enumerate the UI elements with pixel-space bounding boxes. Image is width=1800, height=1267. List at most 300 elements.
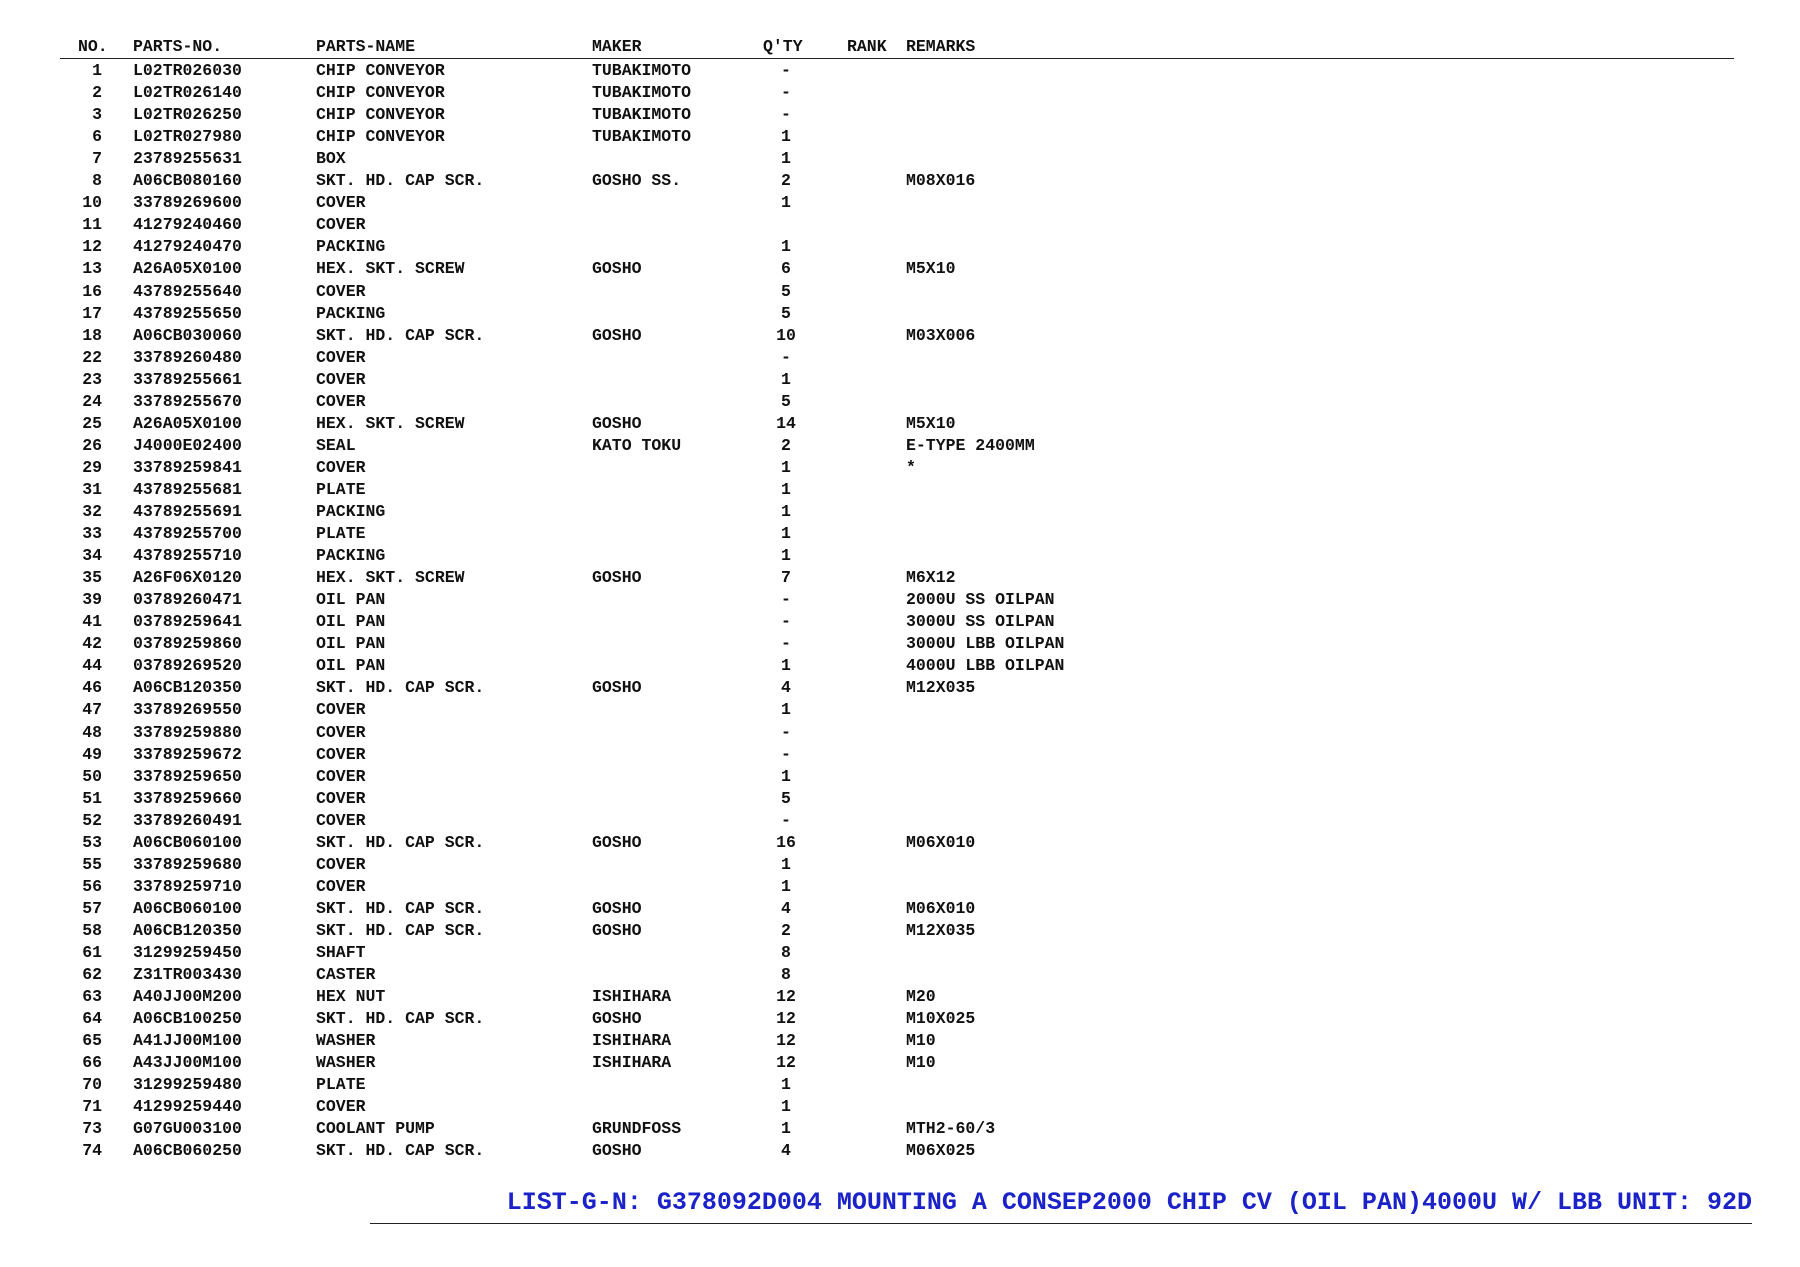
cell-maker: TUBAKIMOTO [592, 83, 692, 103]
cell-parts-name: SKT. HD. CAP SCR. [316, 898, 485, 918]
cell-parts-name: WASHER [316, 1031, 376, 1051]
cell-no: 35 [82, 568, 102, 588]
cell-qty: - [781, 722, 791, 742]
cell-parts-no: A06CB120350 [133, 920, 242, 940]
cell-qty: 16 [776, 832, 796, 852]
cell-parts-name: COVER [316, 854, 366, 874]
cell-parts-name: OIL PAN [316, 612, 386, 632]
cell-qty: 1 [781, 237, 791, 257]
cell-maker: GOSHO [592, 898, 642, 918]
cell-parts-name: PLATE [316, 479, 366, 499]
table-row [0, 126, 1800, 148]
cell-no: 22 [82, 347, 102, 367]
cell-no: 32 [82, 502, 102, 521]
table-row [0, 722, 1800, 744]
cell-parts-name: COVER [316, 215, 366, 235]
cell-maker: GOSHO [592, 920, 642, 940]
table-row [0, 1140, 1800, 1162]
cell-maker: GOSHO [592, 325, 642, 345]
cell-qty: - [781, 612, 791, 632]
table-row [0, 611, 1800, 633]
table-row [0, 810, 1800, 832]
table-row [0, 677, 1800, 699]
cell-parts-no: A06CB060250 [133, 1141, 242, 1161]
cell-maker: GOSHO [592, 568, 642, 588]
cell-parts-no: J4000E02400 [133, 435, 242, 455]
cell-no: 12 [82, 237, 102, 257]
cell-maker: TUBAKIMOTO [592, 61, 692, 80]
cell-parts-no: 41279240460 [133, 215, 242, 235]
cell-maker: TUBAKIMOTO [592, 105, 692, 125]
cell-parts-no: A41JJ00M100 [133, 1031, 242, 1051]
cell-parts-name: COVER [316, 788, 366, 808]
cell-parts-name: COVER [316, 1097, 366, 1117]
cell-no: 52 [82, 810, 102, 830]
cell-qty: 14 [776, 413, 796, 433]
cell-parts-name: HEX NUT [316, 987, 386, 1007]
cell-no: 44 [82, 656, 102, 676]
cell-qty: 1 [781, 546, 791, 566]
header-remarks: REMARKS [906, 37, 976, 56]
cell-qty: 2 [781, 435, 791, 455]
cell-no: 1 [92, 61, 102, 80]
cell-parts-name: COVER [316, 369, 366, 389]
cell-remarks: M20 [906, 987, 936, 1007]
cell-parts-name: COVER [316, 193, 366, 213]
cell-parts-no: A06CB060100 [133, 832, 242, 852]
cell-parts-name: COVER [316, 281, 366, 301]
cell-qty: 1 [781, 479, 791, 499]
cell-parts-name: SHAFT [316, 943, 366, 962]
cell-qty: 1 [781, 457, 791, 477]
cell-maker: ISHIHARA [592, 1031, 672, 1051]
cell-no: 51 [82, 788, 102, 808]
cell-parts-no: 33789259650 [133, 766, 242, 786]
table-row [0, 1118, 1800, 1140]
cell-parts-no: 03789259641 [133, 612, 242, 632]
cell-qty: 1 [781, 149, 791, 169]
cell-parts-name: COVER [316, 347, 366, 367]
cell-no: 73 [82, 1119, 102, 1139]
cell-qty: 1 [781, 369, 791, 389]
cell-qty: 1 [781, 766, 791, 786]
cell-qty: - [781, 347, 791, 367]
cell-parts-no: 43789255640 [133, 281, 242, 301]
cell-qty: 5 [781, 303, 791, 323]
table-row [0, 303, 1800, 325]
table-row [0, 281, 1800, 303]
cell-remarks: M06X025 [906, 1141, 976, 1161]
cell-parts-name: BOX [316, 149, 346, 169]
header-qty: Q'TY [763, 37, 803, 56]
table-row [0, 258, 1800, 280]
cell-remarks: M10X025 [906, 1009, 976, 1029]
cell-parts-name: SKT. HD. CAP SCR. [316, 1009, 485, 1029]
list-footer [370, 1188, 1752, 1224]
cell-qty: - [781, 590, 791, 610]
table-row [0, 876, 1800, 898]
cell-no: 61 [82, 943, 102, 962]
cell-maker: GOSHO [592, 413, 642, 433]
header-rank: RANK [847, 37, 887, 56]
cell-qty: 1 [781, 700, 791, 720]
cell-no: 25 [82, 413, 102, 433]
cell-parts-name: COVER [316, 876, 366, 896]
cell-qty: 1 [781, 1119, 791, 1139]
cell-parts-no: 33789255670 [133, 391, 242, 411]
cell-no: 53 [82, 832, 102, 852]
cell-parts-name: SKT. HD. CAP SCR. [316, 325, 485, 345]
cell-remarks: M10 [906, 1031, 936, 1051]
table-row [0, 192, 1800, 214]
cell-parts-no: 41299259440 [133, 1097, 242, 1117]
cell-no: 64 [82, 1009, 102, 1029]
header-parts-no: PARTS-NO. [133, 37, 223, 56]
list-footer-text: LIST-G-N: G378092D004 MOUNTING A CONSEP2000 CHIP CV (OIL PAN)4000U W/ LBB UNIT: 92D [506, 1188, 1752, 1217]
cell-parts-name: COVER [316, 744, 366, 764]
table-row [0, 1074, 1800, 1096]
cell-qty: - [781, 61, 791, 80]
table-row [0, 369, 1800, 391]
cell-remarks: 4000U LBB OILPAN [906, 656, 1065, 676]
cell-parts-name: OIL PAN [316, 590, 386, 610]
cell-parts-no: 33789259710 [133, 876, 242, 896]
cell-qty: 6 [781, 259, 791, 279]
cell-no: 48 [82, 722, 102, 742]
cell-parts-name: CASTER [316, 965, 376, 985]
cell-parts-name: CHIP CONVEYOR [316, 61, 445, 80]
cell-no: 18 [82, 325, 102, 345]
cell-qty: 12 [776, 1009, 796, 1029]
table-row [0, 501, 1800, 523]
table-row [0, 148, 1800, 170]
table-header-row [60, 36, 1734, 59]
cell-remarks: MTH2-60/3 [906, 1119, 996, 1139]
cell-parts-name: COVER [316, 722, 366, 742]
cell-parts-no: 33789260491 [133, 810, 242, 830]
cell-no: 26 [82, 435, 102, 455]
cell-parts-name: HEX. SKT. SCREW [316, 259, 465, 279]
cell-qty: 1 [781, 1075, 791, 1095]
cell-no: 70 [82, 1075, 102, 1095]
cell-no: 29 [82, 457, 102, 477]
cell-qty: 12 [776, 1053, 796, 1073]
table-row [0, 744, 1800, 766]
cell-parts-name: PACKING [316, 237, 386, 257]
cell-no: 55 [82, 854, 102, 874]
header-maker: MAKER [592, 37, 642, 56]
cell-qty: 5 [781, 788, 791, 808]
cell-qty: 5 [781, 281, 791, 301]
table-row [0, 523, 1800, 545]
cell-no: 62 [82, 965, 102, 985]
cell-parts-name: COOLANT PUMP [316, 1119, 435, 1139]
cell-parts-no: 23789255631 [133, 149, 242, 169]
cell-remarks: M10 [906, 1053, 936, 1073]
cell-qty: 2 [781, 920, 791, 940]
table-row [0, 479, 1800, 501]
cell-remarks: M5X10 [906, 259, 956, 279]
cell-parts-no: 43789255650 [133, 303, 242, 323]
cell-remarks: M08X016 [906, 171, 976, 191]
cell-parts-no: A26A05X0100 [133, 259, 242, 279]
cell-remarks: M06X010 [906, 832, 976, 852]
cell-qty: 12 [776, 1031, 796, 1051]
header-no: NO. [78, 37, 108, 56]
cell-qty: 1 [781, 502, 791, 521]
table-row [0, 82, 1800, 104]
table-row [0, 1052, 1800, 1074]
cell-parts-no: Z31TR003430 [133, 965, 242, 985]
cell-no: 11 [82, 215, 102, 235]
cell-no: 7 [92, 149, 102, 169]
cell-parts-no: L02TR026030 [133, 61, 242, 80]
table-row [0, 766, 1800, 788]
cell-parts-no: 33789260480 [133, 347, 242, 367]
cell-qty: 7 [781, 568, 791, 588]
cell-parts-no: A06CB060100 [133, 898, 242, 918]
cell-qty: 5 [781, 391, 791, 411]
cell-qty: 1 [781, 127, 791, 147]
table-row [0, 788, 1800, 810]
cell-maker: GOSHO [592, 678, 642, 698]
cell-parts-name: SKT. HD. CAP SCR. [316, 171, 485, 191]
table-row [0, 1096, 1800, 1118]
table-row [0, 589, 1800, 611]
cell-parts-no: 03789259860 [133, 634, 242, 654]
table-row [0, 236, 1800, 258]
cell-parts-name: SEAL [316, 435, 356, 455]
cell-parts-no: L02TR027980 [133, 127, 242, 147]
cell-no: 49 [82, 744, 102, 764]
cell-parts-name: HEX. SKT. SCREW [316, 568, 465, 588]
cell-maker: GOSHO SS. [592, 171, 682, 191]
cell-no: 10 [82, 193, 102, 213]
cell-remarks: M12X035 [906, 678, 976, 698]
table-row [0, 854, 1800, 876]
table-row [0, 60, 1800, 82]
cell-parts-name: COVER [316, 810, 366, 830]
cell-parts-no: 33789255661 [133, 369, 242, 389]
cell-remarks: M03X006 [906, 325, 976, 345]
cell-parts-name: WASHER [316, 1053, 376, 1073]
cell-parts-name: OIL PAN [316, 634, 386, 654]
cell-no: 33 [82, 524, 102, 544]
cell-qty: 4 [781, 1141, 791, 1161]
cell-remarks: 3000U SS OILPAN [906, 612, 1055, 632]
table-row [0, 545, 1800, 567]
cell-maker: TUBAKIMOTO [592, 127, 692, 147]
cell-no: 23 [82, 369, 102, 389]
cell-no: 42 [82, 634, 102, 654]
cell-no: 63 [82, 987, 102, 1007]
cell-qty: 1 [781, 854, 791, 874]
cell-parts-no: 33789269600 [133, 193, 242, 213]
cell-parts-no: 43789255691 [133, 502, 242, 521]
cell-parts-no: 41279240470 [133, 237, 242, 257]
cell-parts-name: PACKING [316, 502, 386, 521]
cell-parts-no: L02TR026140 [133, 83, 242, 103]
cell-parts-no: 33789259680 [133, 854, 242, 874]
cell-no: 17 [82, 303, 102, 323]
cell-qty: 12 [776, 987, 796, 1007]
cell-no: 24 [82, 391, 102, 411]
cell-remarks: E-TYPE 2400MM [906, 435, 1035, 455]
cell-parts-no: 33789259841 [133, 457, 242, 477]
cell-maker: GOSHO [592, 1141, 642, 1161]
cell-parts-name: CHIP CONVEYOR [316, 83, 445, 103]
cell-remarks: 3000U LBB OILPAN [906, 634, 1065, 654]
table-row [0, 942, 1800, 964]
cell-remarks: M06X010 [906, 898, 976, 918]
cell-parts-no: 43789255710 [133, 546, 242, 566]
cell-parts-no: A06CB120350 [133, 678, 242, 698]
table-row [0, 920, 1800, 942]
table-row [0, 567, 1800, 589]
cell-parts-no: A26A05X0100 [133, 413, 242, 433]
cell-maker: GRUNDFOSS [592, 1119, 682, 1139]
cell-parts-name: COVER [316, 700, 366, 720]
table-row [0, 964, 1800, 986]
cell-parts-name: SKT. HD. CAP SCR. [316, 832, 485, 852]
cell-parts-no: 33789259660 [133, 788, 242, 808]
cell-parts-no: 31299259450 [133, 943, 242, 962]
cell-no: 34 [82, 546, 102, 566]
cell-parts-no: L02TR026250 [133, 105, 242, 125]
cell-qty: 2 [781, 171, 791, 191]
cell-no: 41 [82, 612, 102, 632]
cell-parts-no: A40JJ00M200 [133, 987, 242, 1007]
cell-no: 56 [82, 876, 102, 896]
table-row [0, 655, 1800, 677]
cell-parts-no: A06CB080160 [133, 171, 242, 191]
cell-qty: 1 [781, 193, 791, 213]
cell-qty: 4 [781, 898, 791, 918]
table-row [0, 325, 1800, 347]
cell-qty: 1 [781, 876, 791, 896]
cell-no: 71 [82, 1097, 102, 1117]
cell-maker: GOSHO [592, 259, 642, 279]
cell-qty: - [781, 810, 791, 830]
table-row [0, 170, 1800, 192]
cell-no: 31 [82, 479, 102, 499]
cell-parts-no: G07GU003100 [133, 1119, 242, 1139]
cell-parts-no: 33789259672 [133, 744, 242, 764]
table-row [0, 699, 1800, 721]
cell-parts-no: 33789259880 [133, 722, 242, 742]
cell-parts-no: A26F06X0120 [133, 568, 242, 588]
cell-no: 2 [92, 83, 102, 103]
cell-parts-name: PLATE [316, 1075, 366, 1095]
cell-qty: 1 [781, 1097, 791, 1117]
cell-no: 39 [82, 590, 102, 610]
cell-maker: KATO TOKU [592, 435, 682, 455]
cell-no: 66 [82, 1053, 102, 1073]
cell-no: 65 [82, 1031, 102, 1051]
cell-parts-name: COVER [316, 391, 366, 411]
cell-parts-name: SKT. HD. CAP SCR. [316, 678, 485, 698]
cell-qty: 10 [776, 325, 796, 345]
cell-parts-no: A43JJ00M100 [133, 1053, 242, 1073]
cell-no: 8 [92, 171, 102, 191]
cell-remarks: 2000U SS OILPAN [906, 590, 1055, 610]
cell-qty: 4 [781, 678, 791, 698]
table-row [0, 214, 1800, 236]
cell-qty: - [781, 83, 791, 103]
cell-no: 3 [92, 105, 102, 125]
cell-remarks: M6X12 [906, 568, 956, 588]
table-row [0, 347, 1800, 369]
table-row [0, 413, 1800, 435]
cell-qty: 1 [781, 656, 791, 676]
cell-parts-no: 43789255681 [133, 479, 242, 499]
cell-qty: 8 [781, 965, 791, 985]
cell-parts-name: HEX. SKT. SCREW [316, 413, 465, 433]
table-row [0, 1008, 1800, 1030]
cell-maker: ISHIHARA [592, 1053, 672, 1073]
cell-parts-no: A06CB100250 [133, 1009, 242, 1029]
cell-parts-no: A06CB030060 [133, 325, 242, 345]
cell-qty: - [781, 744, 791, 764]
cell-qty: - [781, 634, 791, 654]
table-row [0, 986, 1800, 1008]
cell-maker: GOSHO [592, 832, 642, 852]
table-row [0, 898, 1800, 920]
table-row [0, 1030, 1800, 1052]
cell-parts-no: 03789260471 [133, 590, 242, 610]
table-row [0, 391, 1800, 413]
cell-parts-name: PACKING [316, 546, 386, 566]
table-row [0, 104, 1800, 126]
table-row [0, 457, 1800, 479]
cell-remarks: M5X10 [906, 413, 956, 433]
cell-parts-name: OIL PAN [316, 656, 386, 676]
cell-no: 57 [82, 898, 102, 918]
table-row [0, 435, 1800, 457]
cell-qty: 1 [781, 524, 791, 544]
cell-parts-name: COVER [316, 766, 366, 786]
cell-parts-no: 03789269520 [133, 656, 242, 676]
cell-no: 50 [82, 766, 102, 786]
cell-parts-name: PACKING [316, 303, 386, 323]
cell-no: 16 [82, 281, 102, 301]
cell-parts-no: 31299259480 [133, 1075, 242, 1095]
cell-parts-name: COVER [316, 457, 366, 477]
cell-parts-name: CHIP CONVEYOR [316, 127, 445, 147]
cell-no: 46 [82, 678, 102, 698]
cell-no: 47 [82, 700, 102, 720]
table-row [0, 832, 1800, 854]
cell-qty: 8 [781, 943, 791, 962]
cell-parts-name: PLATE [316, 524, 366, 544]
cell-maker: GOSHO [592, 1009, 642, 1029]
cell-parts-name: SKT. HD. CAP SCR. [316, 920, 485, 940]
cell-parts-no: 33789269550 [133, 700, 242, 720]
cell-qty: - [781, 105, 791, 125]
cell-no: 74 [82, 1141, 102, 1161]
table-row [0, 633, 1800, 655]
cell-remarks: M12X035 [906, 920, 976, 940]
header-parts-name: PARTS-NAME [316, 37, 416, 56]
cell-parts-name: CHIP CONVEYOR [316, 105, 445, 125]
cell-remarks: * [906, 457, 916, 477]
cell-maker: ISHIHARA [592, 987, 672, 1007]
cell-no: 13 [82, 259, 102, 279]
cell-no: 58 [82, 920, 102, 940]
cell-no: 6 [92, 127, 102, 147]
cell-parts-no: 43789255700 [133, 524, 242, 544]
cell-parts-name: SKT. HD. CAP SCR. [316, 1141, 485, 1161]
